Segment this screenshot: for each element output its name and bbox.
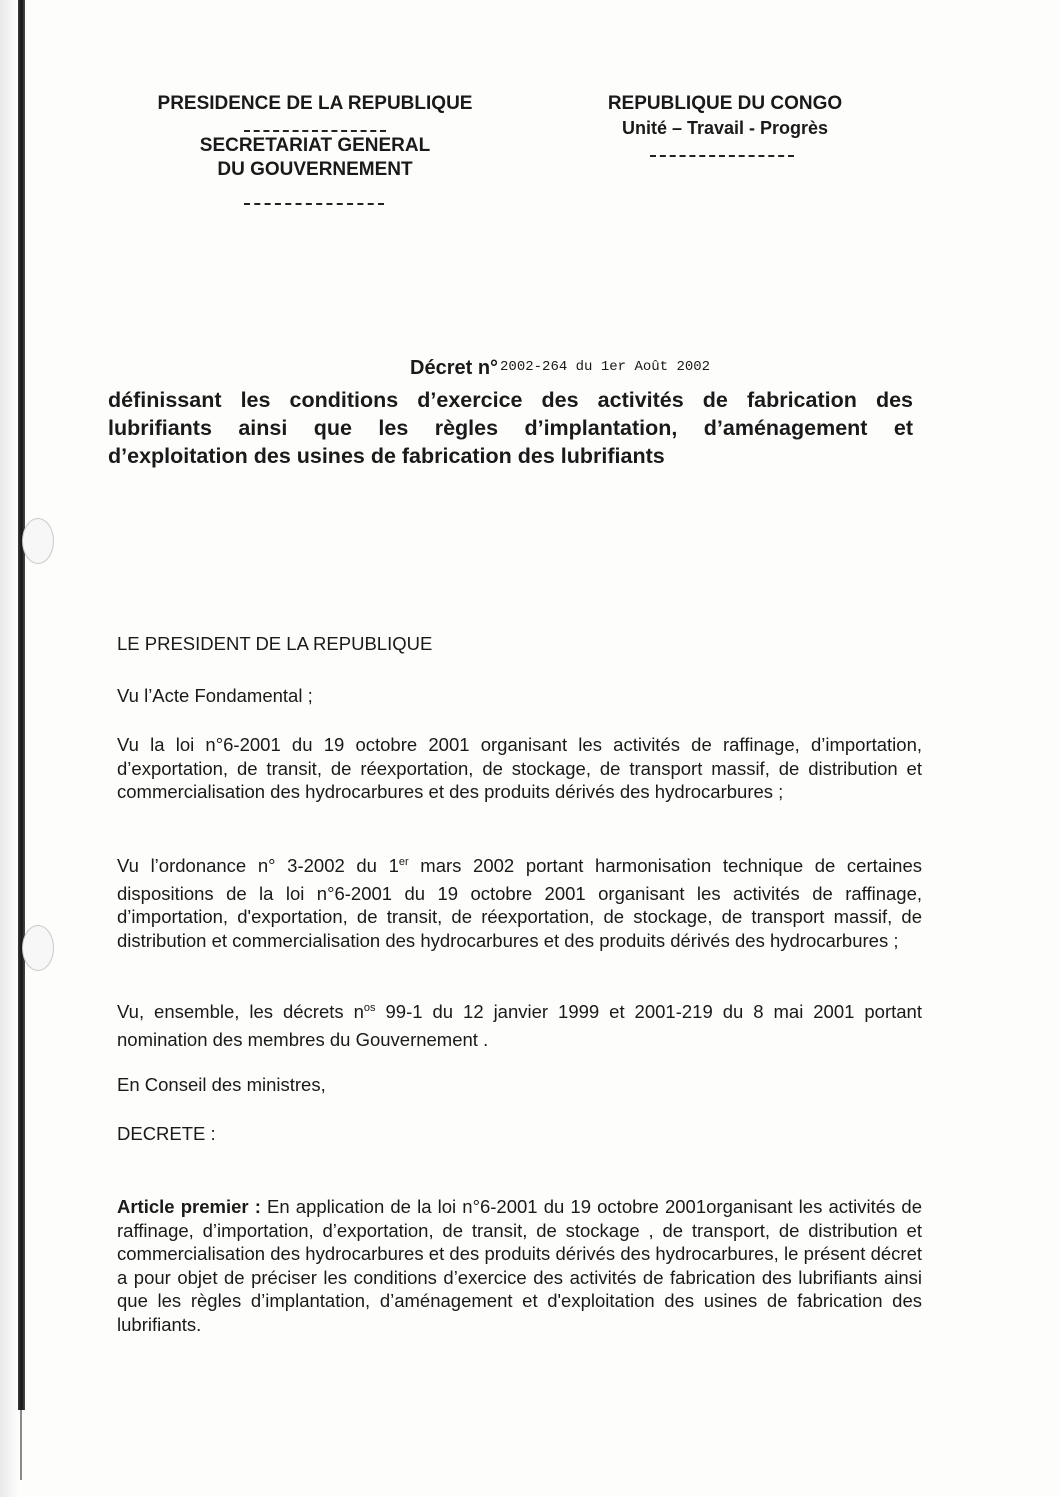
- decree-title: [410, 357, 710, 380]
- header-republique: REPUBLIQUE DU CONGO: [607, 93, 843, 114]
- decree-number-stamp: 2002-264 du 1er Août 2002: [500, 359, 711, 375]
- header-left: [100, 92, 530, 182]
- decrete-heading: DECRETE :: [117, 1123, 216, 1144]
- decree-subject: définissant les conditions d’exercice des activités de fabrication des lubrifiants ainsi que les règles d’implantation, d’aménagement et d’exploitation des usines de fabrication des lubrifiants: [108, 388, 913, 468]
- article-text: En application de la loi n°6-2001 du 19 octobre 2001organisant les activités de raffinage, d’importation, d’exportation, de transit, de stockage , de transport, de distribution et commercialisation des hydrocarbures et des produits dérivés des hydrocarbures, le présent décret a pour objet de préciser les conditions d’exercice des activités de fabrication des lubrifiants ainsi que les règles d’implantation, d’aménagement et d'exploitation des usines de fabrication des lubrifiants.: [117, 1196, 922, 1335]
- scan-edge: [0, 0, 34, 1497]
- header-secretariat: SECRETARIAT GENERAL: [199, 135, 431, 156]
- president-heading: LE PRESIDENT DE LA REPUBLIQUE: [117, 633, 433, 654]
- vu-decrets-paragraph: Vu, ensemble, les décrets $n^{os}$ 99-1 du 12 janvier 1999 et 2001-219 du 8 mai 2001 portant nomination des membres du Gouvernement .: [117, 1001, 922, 1050]
- header-divider: [244, 130, 386, 132]
- header-divider: [650, 155, 794, 157]
- header-gouvernement: DU GOUVERNEMENT: [217, 159, 413, 180]
- article-label: Article premier :: [117, 1196, 261, 1217]
- vu-acte-fondamental: Vu l’Acte Fondamental ;: [117, 685, 313, 706]
- article-premier: [117, 1195, 922, 1336]
- decree-label: Décret n°: [410, 357, 499, 379]
- vu-loi-paragraph: Vu la loi n°6-2001 du 19 octobre 2001 organisant les activités de raffinage, d’importation, d’exportation, de transit, de réexportation, de stockage, de transport massif, de distribution et commercialisation des hydrocarbures et des produits dérivés des hydrocarbures ;: [117, 734, 922, 802]
- vu-ordonnance-paragraph: Vu l’ordonance n° 3-2002 du 1er mars 2002 portant harmonisation technique de certaines dispositions de la loi n°6-2001 du 19 octobre 2001 organisant les activités de raffinage, d’importation, d'exportation, de transit, de réexportation, de stockage, de transport massif, de distribution et commercialisation des hydrocarbures et des produits dérivés des hydrocarbures ;: [117, 855, 923, 951]
- header-right: [560, 92, 890, 140]
- binding-spine: [18, 0, 25, 1410]
- punch-hole: [22, 518, 54, 564]
- conseil-des-ministres: En Conseil des ministres,: [117, 1074, 326, 1095]
- header-divider: [244, 203, 384, 205]
- punch-hole: [22, 925, 54, 971]
- binding-spine-tail: [20, 1410, 22, 1480]
- header-presidence: PRESIDENCE DE LA REPUBLIQUE: [157, 93, 473, 114]
- header-motto: Unité – Travail - Progrès: [621, 118, 829, 138]
